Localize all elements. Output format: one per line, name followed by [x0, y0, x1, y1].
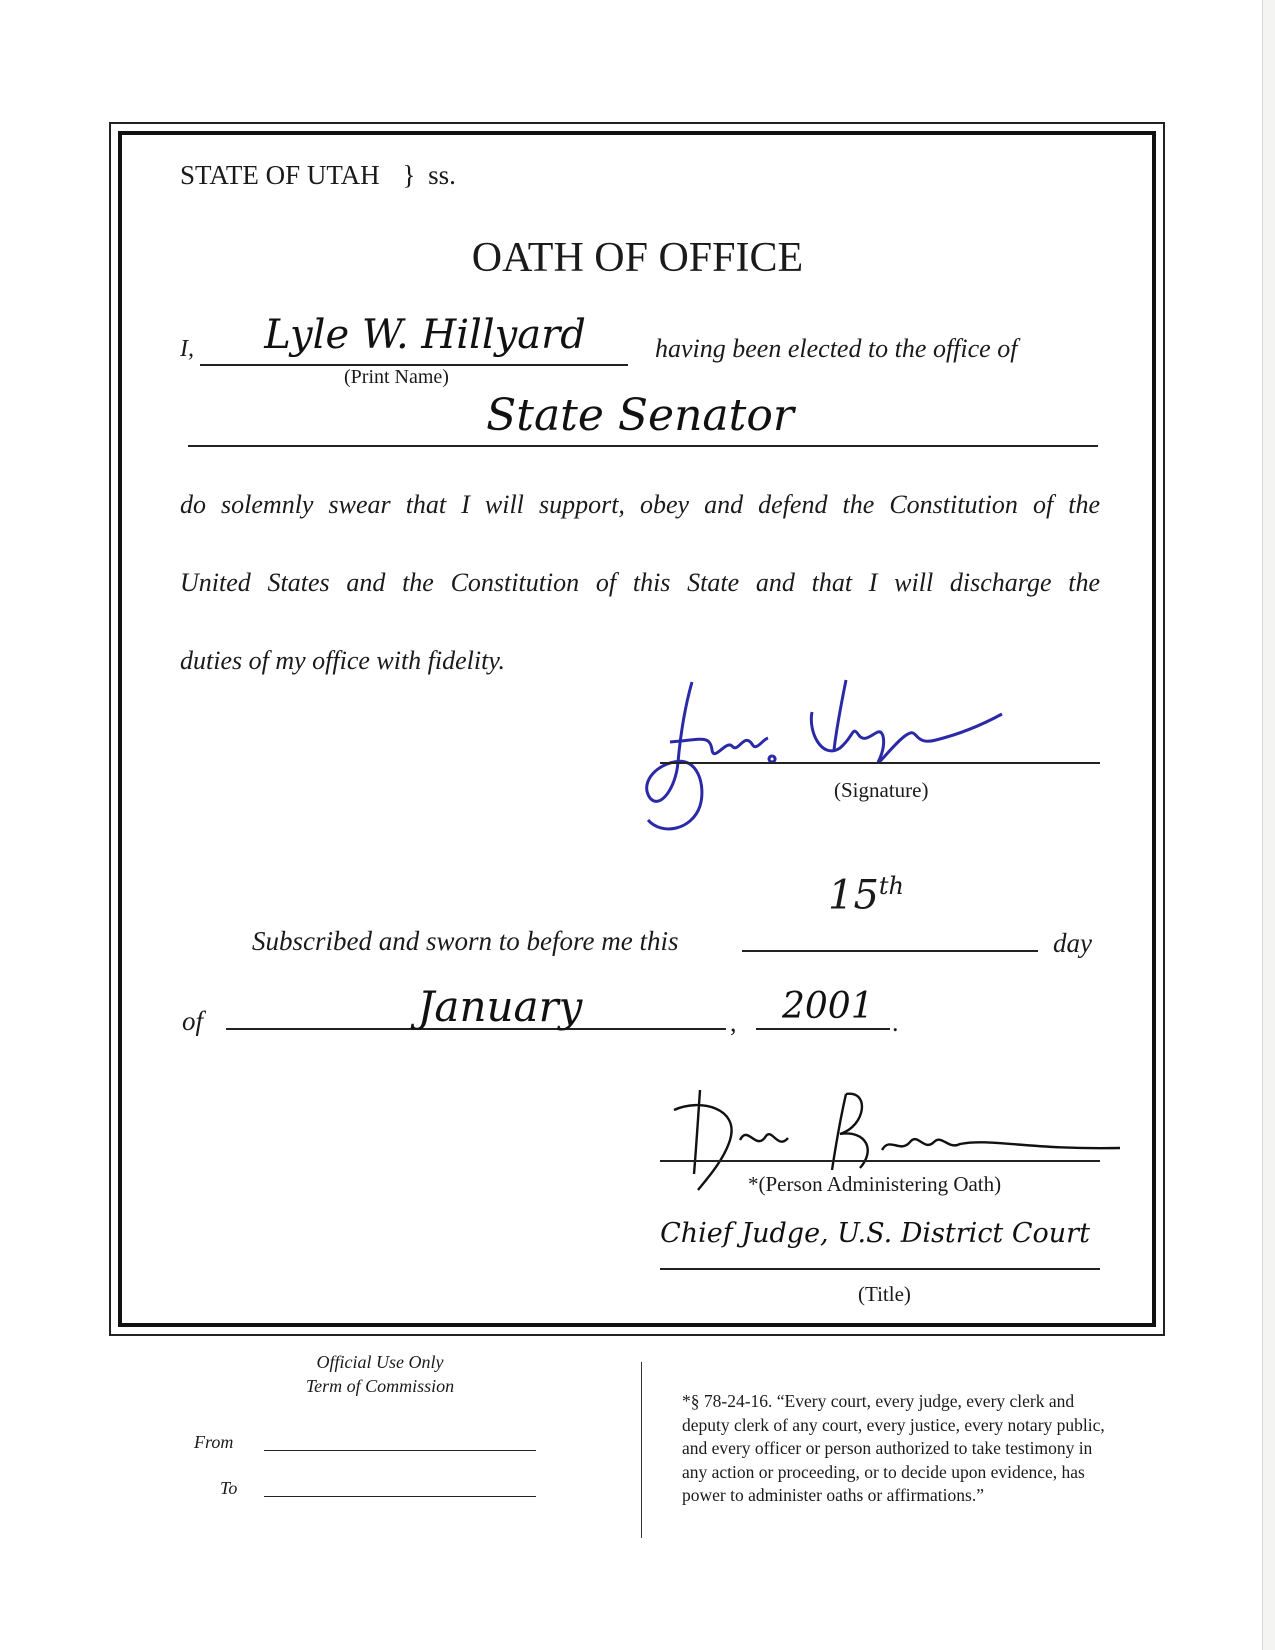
ss-label: ss. — [428, 160, 456, 190]
from-label: From — [194, 1432, 234, 1452]
signature-caption: (Signature) — [834, 778, 929, 802]
statute-note — [682, 1390, 1162, 1508]
statute-line-5: power to administer oaths or affirmations.” — [682, 1485, 984, 1505]
year-value[interactable]: 2001 — [782, 986, 874, 1027]
title-line — [660, 1268, 1100, 1270]
name-caption: (Print Name) — [344, 366, 449, 388]
oath-body-line-1: do solemnly swear that I will support, obey and defend the Constitution of the — [180, 490, 1100, 519]
statute-line-2: deputy clerk of any court, every justice, every notary public, — [682, 1414, 1105, 1435]
administrator-caption: *(Person Administering Oath) — [748, 1172, 1002, 1196]
brace: } — [402, 160, 416, 190]
to-label: To — [220, 1478, 238, 1498]
state-heading — [180, 160, 456, 191]
day-number: 15 — [828, 872, 879, 919]
statute-line-3: and every officer or person authorized to take testimony in — [682, 1438, 1093, 1458]
year-period: . — [892, 1008, 899, 1037]
to-field[interactable] — [264, 1496, 536, 1497]
month-value[interactable]: January — [417, 982, 583, 1031]
oath-lead: I, — [180, 336, 194, 362]
office-value[interactable]: State Senator — [486, 390, 794, 441]
oath-body-line-2: United States and the Constitution of this State and that I will discharge the — [180, 568, 1100, 597]
oath-body-line-3: duties of my office with fidelity. — [180, 646, 505, 675]
state-label: STATE OF UTAH — [180, 160, 380, 190]
office-line — [188, 445, 1098, 447]
name-value[interactable]: Lyle W. Hillyard — [264, 312, 586, 358]
administrator-title-value[interactable]: Chief Judge, U.S. District Court — [660, 1218, 1090, 1249]
day-word: day — [1053, 928, 1092, 958]
elected-text: having been elected to the office of — [655, 334, 1018, 363]
title-caption: (Title) — [858, 1282, 911, 1306]
section-divider — [641, 1362, 642, 1538]
day-value[interactable] — [828, 872, 904, 918]
from-field[interactable] — [264, 1450, 536, 1451]
day-line — [742, 950, 1038, 952]
signature-line — [660, 762, 1100, 764]
statute-line-4: any action or proceeding, or to decide upon evidence, has — [682, 1461, 1085, 1482]
subscribed-text: Subscribed and sworn to before me this — [252, 926, 679, 956]
month-comma: , — [730, 1008, 737, 1037]
day-suffix: th — [878, 872, 905, 900]
oath-signature — [640, 670, 1020, 840]
statute-line-1: *§ 78-24-16. “Every court, every judge, every clerk and — [682, 1391, 1075, 1411]
official-use-heading: Official Use Only — [316, 1352, 444, 1372]
administrator-line — [660, 1160, 1100, 1162]
term-of-commission-heading: Term of Commission — [305, 1376, 455, 1396]
year-line — [756, 1028, 890, 1030]
page-title: OATH OF OFFICE — [471, 235, 804, 281]
of-word: of — [182, 1006, 204, 1036]
